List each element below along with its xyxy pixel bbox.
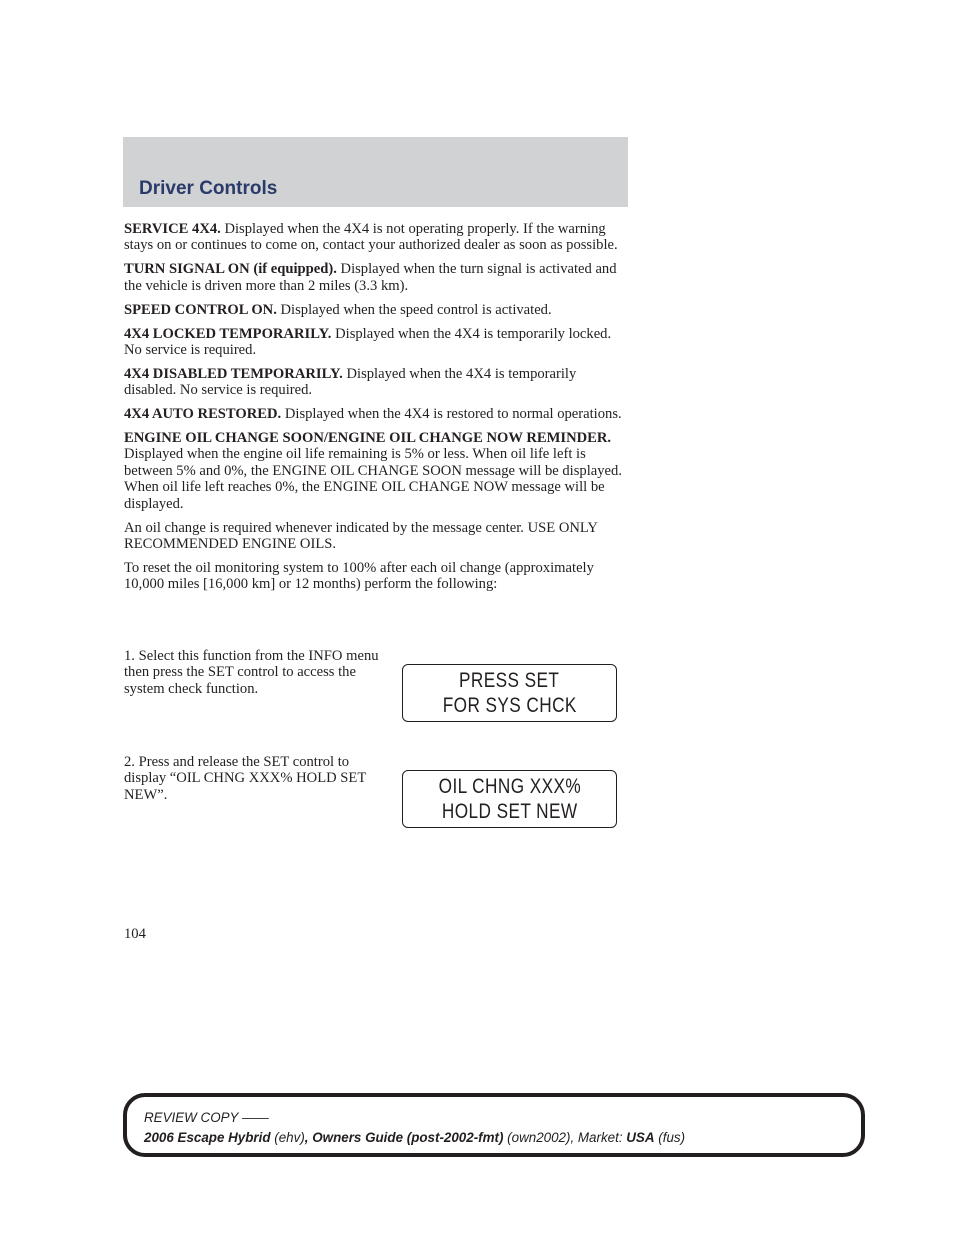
footer-model: 2006 Escape Hybrid: [144, 1130, 271, 1145]
term: 4X4 AUTO RESTORED.: [124, 406, 282, 423]
footer-market-code: (fus): [654, 1130, 686, 1145]
lcd-line-2: FOR SYS CHCK: [442, 694, 577, 717]
description: To reset the oil monitoring system to 100% after each oil change (approximately 10,000 miles [16,000 km] or 12 months) perform the following:: [124, 559, 594, 593]
footer-market: USA: [626, 1130, 655, 1145]
lcd-display-step-2: [402, 770, 617, 828]
paragraph-oil-change-required: [124, 520, 629, 553]
lcd-line-2: HOLD SET NEW: [441, 800, 578, 823]
step-2-text: 2. Press and release the SET control to display “OIL CHNG XXX% HOLD SET NEW”.: [124, 754, 366, 803]
lcd-line-1: PRESS SET: [459, 669, 560, 692]
term: ENGINE OIL CHANGE SOON/ENGINE OIL CHANGE NOW REMINDER.: [124, 430, 612, 447]
footer-market-label: , Market:: [570, 1130, 627, 1145]
term: SPEED CONTROL ON.: [124, 301, 277, 318]
footer-review-copy: REVIEW COPY ——: [144, 1110, 269, 1125]
paragraph-speed-control: [124, 302, 629, 318]
paragraph-reset-intro: [124, 560, 629, 593]
lcd-line-1: OIL CHNG XXX%: [438, 775, 581, 798]
term: 4X4 DISABLED TEMPORARILY.: [124, 365, 343, 382]
footer-sep: ,: [304, 1130, 313, 1145]
description: Displayed when the 4X4 is restored to normal operations.: [281, 406, 622, 423]
paragraph-4x4-locked: [124, 326, 629, 359]
paragraph-service-4x4: [124, 221, 629, 254]
description: Displayed when the turn signal is activated and the vehicle is driven more than 2 miles (3.3 km).: [124, 261, 617, 294]
description: Displayed when the engine oil life remaining is 5% or less. When oil life left is between 5% and 0%, the ENGINE OIL CHANGE SOON message will be displayed. When oil life left reaches 0%, the ENGINE OIL CHANGE NOW message will be displayed.: [124, 446, 622, 512]
description: Displayed when the 4X4 is temporarily locked. No service is required.: [124, 325, 612, 358]
description: Displayed when the 4X4 is not operating properly. If the warning stays on or continues to come on, contact your authorized dealer as soon as possible.: [124, 221, 618, 254]
paragraph-4x4-disabled: [124, 366, 629, 399]
footer-document-info: [144, 1128, 685, 1147]
paragraph-oil-change-reminder: [124, 430, 629, 512]
lcd-display-step-1: [402, 664, 617, 722]
paragraph-4x4-restored: [124, 406, 629, 422]
section-header-band: [123, 137, 628, 207]
description: An oil change is required whenever indicated by the message center. USE ONLY RECOMMENDED ENGINE OILS.: [124, 519, 598, 552]
footer-guide: Owners Guide (post-2002-fmt): [312, 1130, 504, 1145]
description: Displayed when the speed control is activated.: [276, 301, 552, 318]
section-title: Driver Controls: [139, 178, 278, 199]
footer-model-code: (ehv): [270, 1130, 305, 1145]
footer-guide-code: (own2002): [503, 1130, 571, 1145]
body-content: [124, 221, 629, 600]
review-copy-footer: [123, 1093, 865, 1157]
step-1-text: 1. Select this function from the INFO menu then press the SET control to access the system check function.: [124, 648, 379, 697]
term: TURN SIGNAL ON (if equipped).: [124, 261, 337, 278]
page-number: 104: [124, 926, 146, 942]
term: SERVICE 4X4.: [124, 221, 221, 237]
term: 4X4 LOCKED TEMPORARILY.: [124, 325, 332, 342]
paragraph-turn-signal: [124, 261, 629, 294]
description: Displayed when the 4X4 is temporarily disabled. No service is required.: [124, 365, 577, 399]
